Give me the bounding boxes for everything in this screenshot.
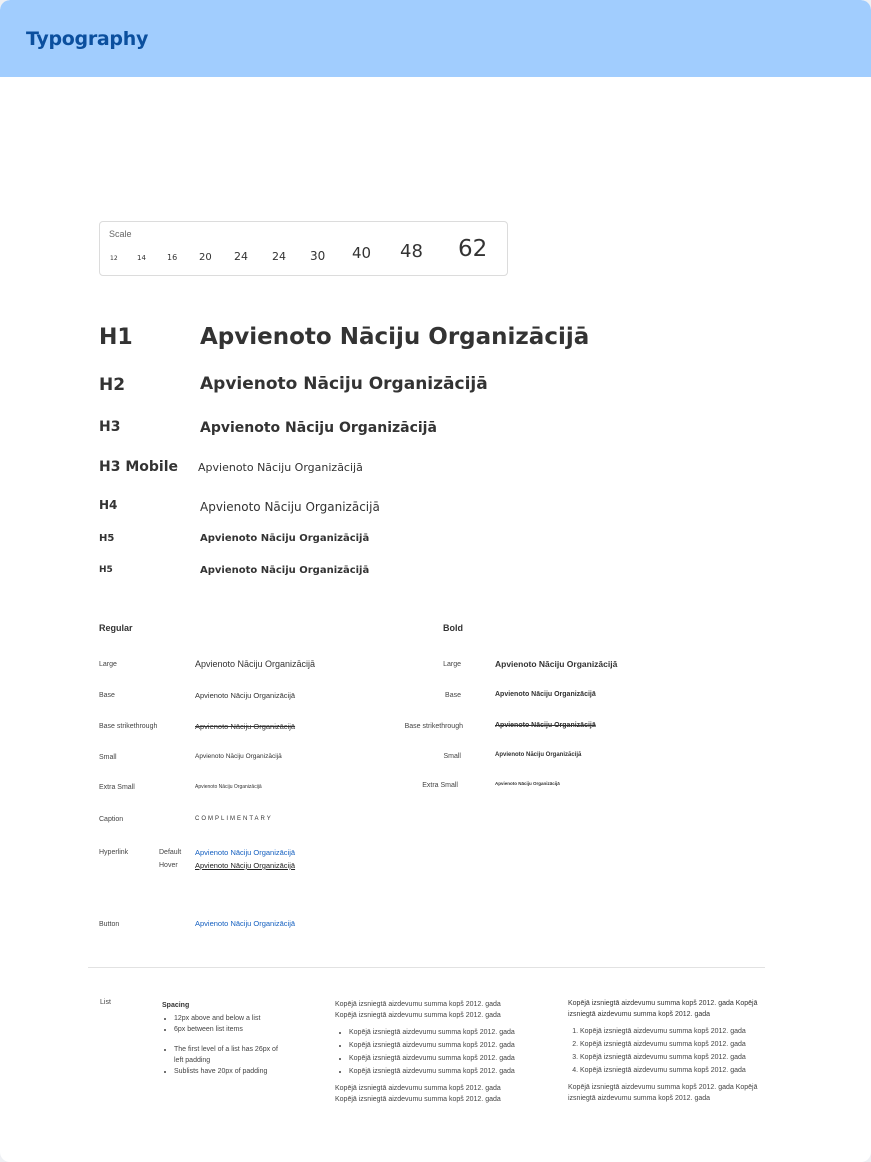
scale-size-48: 48 (400, 241, 423, 262)
regular-xsmall-sample: Apvienoto Nāciju Organizācijā (195, 784, 262, 790)
heading-label-h1: H1 (99, 325, 133, 350)
bold-large-label: Large (443, 661, 461, 668)
caption-sample: COMPLIMENTARY (195, 816, 273, 822)
scale-size-12: 12 (110, 255, 118, 262)
page-title: Typography (26, 28, 149, 50)
hyperlink-hover-label: Hover (159, 862, 178, 869)
numbered-list-example (568, 998, 763, 1104)
heading-sample-h3: Apvienoto Nāciju Organizācijā (200, 420, 437, 436)
hyperlink-hover-sample[interactable]: Apvienoto Nāciju Organizācijā (195, 861, 296, 870)
bulleted-list-example (335, 999, 520, 1105)
heading-sample-h5: Apvienoto Nāciju Organizācijā (200, 533, 370, 544)
bold-title: Bold (443, 623, 463, 633)
heading-sample-h2: Apvienoto Nāciju Organizācijā (200, 374, 488, 394)
bold-base-sample: Apvienoto Nāciju Organizācijā (495, 691, 596, 698)
regular-xsmall-label: Extra Small (99, 784, 135, 791)
scale-size-16: 16 (167, 253, 178, 262)
scale-size-14: 14 (137, 254, 146, 262)
page-header (0, 0, 871, 77)
scale-size-30: 30 (310, 249, 326, 263)
list-item: • Kopējā izsniegtā aizdevumu summa kopš 2012. gada (349, 1066, 520, 1077)
list-padding-items (162, 1044, 282, 1077)
bulleted-paragraph-after: Kopējā izsniegtā aizdevumu summa kopš 2012. gada Kopējā izsniegtā aizdevumu summa kopš 2012. gada (335, 1085, 501, 1103)
list-item: • Kopējā izsniegtā aizdevumu summa kopš 2012. gada (349, 1053, 520, 1064)
scale-size-20: 20 (199, 252, 212, 263)
scale-size-62: 62 (458, 236, 488, 262)
heading-sample-h1: Apvienoto Nāciju Organizācijā (200, 324, 590, 350)
button-label: Button (99, 921, 120, 928)
heading-label-h5: H5 (99, 533, 115, 544)
list-item: 2. Kopējā izsniegtā aizdevumu summa kopš 2012. gada (580, 1039, 763, 1050)
bold-xsmall-sample: Apvienoto Nāciju Organizācijā (495, 781, 560, 786)
heading-sample-h3-mobile: Apvienoto Nāciju Organizācijā (198, 461, 363, 474)
button-sample[interactable]: Apvienoto Nāciju Organizācijā (195, 919, 296, 928)
numbered-list (568, 1026, 763, 1076)
regular-base-sample: Apvienoto Nāciju Organizācijā (195, 691, 296, 700)
bold-base-label: Base (445, 692, 461, 699)
heading-label-h3-mobile: H3 Mobile (99, 459, 178, 475)
heading-sample-h5b: Apvienoto Nāciju Organizācijā (200, 565, 370, 576)
regular-strike-sample: Apvienoto Nāciju Organizācijā (195, 722, 296, 731)
regular-large-sample: Apvienoto Nāciju Organizācijā (195, 659, 316, 669)
hyperlink-label: Hyperlink (99, 849, 129, 856)
bold-strike-label: Base strikethrough (404, 723, 463, 730)
section-divider (88, 967, 765, 968)
scale-size-24b: 24 (272, 250, 286, 263)
heading-sample-h4: Apvienoto Nāciju Organizācijā (200, 500, 380, 514)
caption-label: Caption (99, 816, 124, 823)
list-label: List (100, 999, 111, 1006)
list-spacing-notes (162, 1000, 282, 1077)
scale-card (99, 221, 508, 276)
scale-label: Scale (109, 229, 132, 239)
heading-label-h4: H4 (99, 498, 118, 512)
scale-size-40: 40 (352, 244, 372, 262)
list-item: 1. Kopējā izsniegtā aizdevumu summa kopš 2012. gada (580, 1026, 763, 1037)
bold-small-label: Small (443, 753, 461, 760)
list-item: • 6px between list items (174, 1024, 282, 1035)
bulleted-paragraph: Kopējā izsniegtā aizdevumu summa kopš 2012. gada Kopējā izsniegtā aizdevumu summa kopš 2012. gada (335, 1001, 501, 1019)
list-item: • 12px above and below a list (174, 1013, 282, 1024)
hyperlink-default-sample[interactable]: Apvienoto Nāciju Organizācijā (195, 848, 296, 857)
regular-base-label: Base (99, 692, 115, 699)
heading-label-h2: H2 (99, 375, 126, 395)
list-spacing-items (162, 1013, 282, 1035)
list-item: • The first level of a list has 26px of left padding (174, 1044, 282, 1066)
bold-large-sample: Apvienoto Nāciju Organizācijā (495, 659, 618, 669)
list-item: 3. Kopējā izsniegtā aizdevumu summa kopš 2012. gada (580, 1052, 763, 1063)
regular-small-sample: Apvienoto Nāciju Organizācijā (195, 753, 282, 760)
bulleted-list (335, 1027, 520, 1077)
list-spacing-title: Spacing (162, 1002, 190, 1009)
regular-small-label: Small (99, 754, 117, 761)
hyperlink-default-label: Default (159, 849, 182, 856)
bold-strike-sample: Apvienoto Nāciju Organizācijā (495, 722, 596, 729)
list-item: • Kopējā izsniegtā aizdevumu summa kopš 2012. gada (349, 1027, 520, 1038)
list-item: • Kopējā izsniegtā aizdevumu summa kopš 2012. gada (349, 1040, 520, 1051)
list-item: 4. Kopējā izsniegtā aizdevumu summa kopš 2012. gada (580, 1065, 763, 1076)
regular-strike-label: Base strikethrough (99, 723, 158, 730)
bold-xsmall-label: Extra Small (422, 782, 458, 789)
numbered-paragraph: Kopējā izsniegtā aizdevumu summa kopš 2012. gada Kopējā izsniegtā aizdevumu summa kopš 2012. gada (568, 1000, 758, 1018)
numbered-paragraph-after: Kopējā izsniegtā aizdevumu summa kopš 2012. gada Kopējā izsniegtā aizdevumu summa kopš 2012. gada (568, 1084, 758, 1102)
bold-small-sample: Apvienoto Nāciju Organizācijā (495, 752, 582, 758)
regular-title: Regular (99, 623, 133, 633)
heading-label-h3: H3 (99, 419, 121, 435)
heading-label-h5b: H5 (99, 565, 113, 575)
regular-large-label: Large (99, 661, 117, 668)
list-item: • Sublists have 20px of padding (174, 1066, 282, 1077)
scale-size-24: 24 (234, 250, 248, 263)
